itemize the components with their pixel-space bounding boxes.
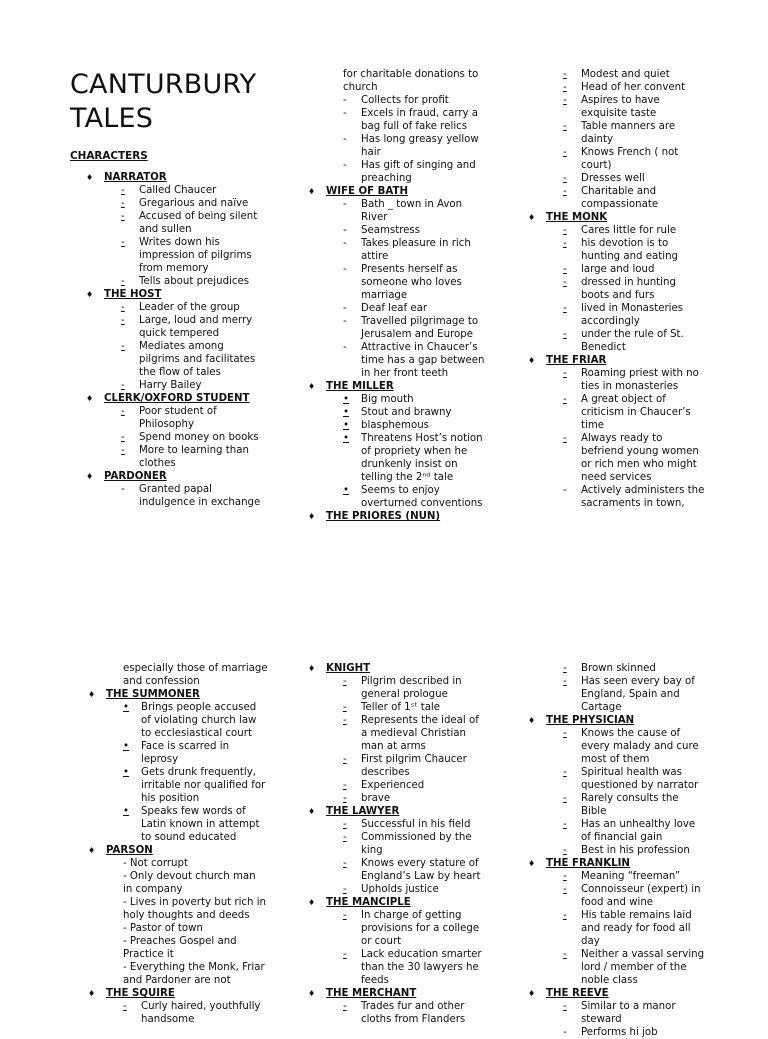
character-heading: ♦ THE LAWYER (308, 805, 488, 818)
list-item (528, 1026, 706, 1039)
bullet-marker: - (343, 819, 347, 830)
bullet-marker: - (121, 198, 125, 209)
list-item (528, 263, 706, 276)
list-item (308, 224, 486, 237)
list-item-text: under the rule of St. Benedict (581, 329, 684, 353)
bullet-marker: - (343, 780, 347, 791)
bullet-marker: - (563, 394, 567, 405)
list-item (88, 805, 268, 844)
bullet-marker: - (563, 1001, 567, 1012)
bullet-marker: - (563, 95, 567, 106)
list-item (528, 792, 706, 818)
bullet-marker: - (563, 329, 567, 340)
list-item-text: Dresses well (581, 173, 645, 184)
bullet-marker: - (563, 277, 567, 288)
list-item (528, 68, 706, 81)
list-item (86, 301, 262, 314)
bullet-marker: - (343, 160, 347, 171)
list-item (528, 276, 706, 302)
bullet-marker: - (343, 832, 347, 843)
character-heading: ♦ WIFE OF BATH (308, 185, 486, 198)
bullet-marker: • (123, 702, 130, 713)
list-item (308, 263, 486, 302)
bullet-marker: - (121, 276, 125, 287)
list-item (88, 701, 268, 740)
list-item-text: Seems to enjoy overturned conventions (361, 485, 483, 509)
list-item-text: Lack education smarter than the 30 lawyers he feeds (361, 949, 482, 986)
bullet-marker: - (343, 793, 347, 804)
list-item (528, 172, 706, 185)
bullet-marker: - (121, 380, 125, 391)
list-item (308, 302, 486, 315)
list-item (528, 237, 706, 263)
list-item-text: Has an unhealthy love of financial gain (581, 819, 696, 843)
character-list (528, 662, 706, 1039)
list-item-text: Gregarious and naïve (139, 198, 249, 209)
bullet-marker: - (563, 69, 567, 80)
list-item: - Everything the Monk, Friar and Pardoner are not (123, 962, 265, 986)
list-item-text: Has seen every bay of England, Spain and Cartage (581, 676, 695, 713)
bullet-marker: - (563, 845, 567, 856)
bullet-marker: - (563, 225, 567, 236)
list-item: - Not corrupt (123, 858, 188, 869)
title-line-1: CANTURBURY (70, 69, 257, 100)
list-item (86, 444, 262, 470)
list-item-text: Actively administers the sacraments in town, (581, 485, 705, 509)
list-item-text: Bath _ town in Avon River (361, 199, 463, 223)
list-item-text: Upholds justice (361, 884, 439, 895)
column-3 (528, 68, 706, 510)
list-item-text: Performs hi job (581, 1027, 658, 1038)
bullet-marker: - (563, 303, 567, 314)
list-item (308, 94, 486, 107)
list-item-text: Curly haired, youthfully handsome (141, 1001, 261, 1025)
bullet-marker: • (343, 485, 350, 496)
list-item (528, 818, 706, 844)
list-item (528, 432, 706, 484)
list-item-text: Always ready to befriend young women or rich men who might need services (581, 433, 699, 483)
list-item (86, 405, 262, 431)
list-item-text: Experienced (361, 780, 425, 791)
bullet-marker: - (563, 238, 567, 249)
list-item (308, 484, 486, 510)
character-heading: ♦ KNIGHT (308, 662, 488, 675)
list-item-text: His table remains laid and ready for food all day (581, 910, 692, 947)
list-item: - Preaches Gospel and Practice it (123, 936, 237, 960)
bullet-marker: - (121, 445, 125, 456)
bullet-marker: - (563, 485, 567, 496)
list-item-text: Head of her convent (581, 82, 686, 93)
list-item-text: Best in his profession (581, 845, 690, 856)
list-item-text: Seamstress (361, 225, 421, 236)
bullet-marker: - (563, 793, 567, 804)
bullet-marker: - (343, 949, 347, 960)
list-item-text: Brings people accused of violating church law to ecclesiastical court (141, 702, 257, 739)
list-item (528, 484, 706, 510)
list-item-text: Aspires to have exquisite taste (581, 95, 660, 119)
list-item-text: Commissioned by the king (361, 832, 472, 856)
list-item (86, 483, 262, 509)
bullet-marker: - (563, 676, 567, 687)
list-item (528, 766, 706, 792)
list-item-text: Charitable and compassionate (581, 186, 659, 210)
list-item-text: Mediates among pilgrims and facilitates the flow of tales (139, 341, 256, 378)
list-item (528, 948, 706, 987)
list-item (308, 419, 486, 432)
list-item-text: Cares little for rule (581, 225, 677, 236)
continued-text: for charitable donations to church (343, 69, 479, 93)
list-item-text: lived in Monasteries accordingly (581, 303, 684, 327)
bullet-marker: - (563, 949, 567, 960)
list-item-text: Called Chaucer (139, 185, 217, 196)
character-heading: ♦ CLERK/OXFORD STUDENT (86, 392, 262, 405)
bullet-marker: - (343, 676, 347, 687)
bullet-marker: - (121, 432, 125, 443)
list-item-text: large and loud (581, 264, 655, 275)
bullet-marker: - (343, 1001, 347, 1012)
list-item-text: A great object of criticism in Chaucer’s time (581, 394, 691, 431)
list-item-text: Takes pleasure in rich attire (361, 238, 471, 262)
bullet-marker: - (121, 302, 125, 313)
list-item: - Only devout church man in company (123, 871, 256, 895)
character-list (308, 662, 488, 1026)
bullet-marker: - (343, 754, 347, 765)
character-heading: ♦ THE MANCIPLE (308, 896, 488, 909)
character-heading: ♦ THE SQUIRE (88, 987, 268, 1000)
bullet-marker: - (121, 406, 125, 417)
list-item-text: Leader of the group (139, 302, 240, 313)
bullet-marker: • (343, 433, 350, 444)
list-item-text: Presents herself as someone who loves marriage (361, 264, 462, 301)
bullet-marker: - (343, 910, 347, 921)
list-item (308, 675, 488, 701)
list-item-text: Trades fur and other cloths from Flanders (361, 1001, 466, 1025)
list-item (88, 740, 268, 766)
list-item (528, 224, 706, 237)
column-6 (528, 662, 706, 1039)
list-item-text: Spiritual health was questioned by narrator (581, 767, 699, 791)
list-item-text: Attractive in Chaucer’s time has a gap between in her front teeth (361, 342, 485, 379)
list-item (528, 81, 706, 94)
bullet-marker: • (343, 394, 350, 405)
list-item (86, 431, 262, 444)
list-item-text: brave (361, 793, 391, 804)
bullet-marker: - (121, 237, 125, 248)
list-item (308, 1000, 488, 1026)
list-item (528, 302, 706, 328)
list-item (308, 857, 488, 883)
list-item (308, 792, 488, 805)
list-item-text: Rarely consults the Bible (581, 793, 679, 817)
bullet-marker: - (343, 238, 347, 249)
list-item (308, 133, 486, 159)
list-item (528, 662, 706, 675)
list-item (308, 393, 486, 406)
list-item-text: In charge of getting provisions for a college or court (361, 910, 480, 947)
bullet-marker: - (563, 186, 567, 197)
list-item (308, 432, 486, 484)
title-line-2: TALES (70, 103, 154, 134)
character-heading: ♦ THE PRIORES (NUN) (308, 510, 486, 523)
list-item-text: blasphemous (361, 420, 429, 431)
character-list (308, 68, 486, 523)
list-item-text: Large, loud and merry quick tempered (139, 315, 253, 339)
list-item (308, 818, 488, 831)
list-item (88, 766, 268, 805)
bullet-marker: - (563, 910, 567, 921)
list-item-text: Accused of being silent and sullen (139, 211, 258, 235)
bullet-marker: - (121, 315, 125, 326)
bullet-marker: - (343, 342, 347, 353)
character-heading: ♦ THE MONK (528, 211, 706, 224)
bullet-marker: - (563, 433, 567, 444)
list-item (86, 314, 262, 340)
list-item-text: Poor student of Philosophy (139, 406, 217, 430)
character-heading: ♦ PARDONER (86, 470, 262, 483)
list-item-text: Speaks few words of Latin known in attempt to sound educated (141, 806, 260, 843)
list-item-text: Brown skinned (581, 663, 656, 674)
list-item (308, 107, 486, 133)
bullet-marker: - (343, 858, 347, 869)
character-heading: ♦ PARSON (88, 844, 268, 857)
character-heading: ♦ THE HOST (86, 288, 262, 301)
list-item-text: Big mouth (361, 394, 414, 405)
character-heading: ♦ THE SUMMONER (88, 688, 268, 701)
character-heading: ♦ THE MERCHANT (308, 987, 488, 1000)
list-item-text: Face is scarred in leprosy (141, 741, 230, 765)
list-item: - Pastor of town (123, 923, 203, 934)
list-item (308, 831, 488, 857)
bullet-marker: - (563, 819, 567, 830)
list-item (308, 315, 486, 341)
character-list (528, 68, 706, 510)
character-heading: ♦ THE FRANKLIN (528, 857, 706, 870)
list-item-text: Excels in fraud, carry a bag full of fake relics (361, 108, 479, 132)
list-item (528, 909, 706, 948)
list-item-text: Deaf leaf ear (361, 303, 428, 314)
list-item-text: Stout and brawny (361, 407, 452, 418)
list-item-text: Similar to a manor steward (581, 1001, 676, 1025)
bullet-marker: - (343, 95, 347, 106)
column-5 (308, 662, 488, 1026)
column-2 (308, 68, 486, 523)
list-item (528, 844, 706, 857)
bullet-marker: - (121, 185, 125, 196)
list-item (86, 275, 262, 288)
list-item-text: Modest and quiet (581, 69, 670, 80)
list-item (308, 341, 486, 380)
list-item-text: Connoisseur (expert) in food and wine (581, 884, 701, 908)
column-1 (70, 68, 262, 509)
bullet-marker: - (343, 199, 347, 210)
list-item (308, 237, 486, 263)
character-heading: ♦ THE FRIAR (528, 354, 706, 367)
bullet-marker: • (123, 767, 130, 778)
list-item (528, 727, 706, 766)
bullet-marker: - (343, 316, 347, 327)
list-item-text: Successful in his field (361, 819, 471, 830)
bullet-marker: - (563, 884, 567, 895)
list-item (528, 94, 706, 120)
list-item (308, 948, 488, 987)
list-item (308, 406, 486, 419)
list-item (528, 1000, 706, 1026)
bullet-marker: • (343, 420, 350, 431)
list-item-text: Travelled pilgrimage to Jerusalem and Europe (361, 316, 479, 340)
list-item (86, 340, 262, 379)
bullet-marker: - (563, 767, 567, 778)
list-item-text: Threatens Host’s notion of propriety when he drunkenly insist on telling the 2ⁿᵈ tale (361, 433, 483, 483)
bullet-marker: - (121, 341, 125, 352)
character-list (70, 171, 262, 509)
bullet-marker: - (563, 871, 567, 882)
list-item (528, 675, 706, 714)
list-item (528, 120, 706, 146)
characters-heading: CHARACTERS (70, 150, 148, 162)
bullet-marker: - (343, 134, 347, 145)
list-item (528, 328, 706, 354)
bullet-marker: - (563, 728, 567, 739)
list-item (308, 753, 488, 779)
list-item-text: Collects for profit (361, 95, 449, 106)
list-item (308, 883, 488, 896)
bullet-marker: - (343, 225, 347, 236)
list-item-text: First pilgrim Chaucer describes (361, 754, 467, 778)
list-item (86, 210, 262, 236)
bullet-marker: - (563, 1027, 567, 1038)
continued-text: especially those of marriage and confession (123, 663, 268, 687)
list-item (308, 909, 488, 948)
list-item: - Lives in poverty but rich in holy thoughts and deeds (123, 897, 266, 921)
list-item-text: Harry Bailey (139, 380, 202, 391)
list-item (308, 779, 488, 792)
list-item-text: Knows French ( not court) (581, 147, 679, 171)
list-item-text: Meaning “freeman” (581, 871, 681, 882)
document-title (70, 68, 262, 136)
list-item (86, 197, 262, 210)
bullet-marker: • (343, 407, 350, 418)
bullet-marker: • (123, 806, 130, 817)
list-item-text: Pilgrim described in general prologue (361, 676, 462, 700)
list-item (308, 159, 486, 185)
bullet-marker: - (563, 173, 567, 184)
list-item (86, 184, 262, 197)
bullet-marker: - (123, 1001, 127, 1012)
list-item-text: Knows every stature of England’s Law by heart (361, 858, 481, 882)
character-heading: ♦ THE MILLER (308, 380, 486, 393)
list-item-text: Spend money on books (139, 432, 259, 443)
list-item (528, 367, 706, 393)
character-list (88, 662, 268, 1026)
list-item-text: Represents the ideal of a medieval Christian man at arms (361, 715, 479, 752)
bullet-marker: - (563, 147, 567, 158)
list-item (528, 185, 706, 211)
bullet-marker: - (343, 264, 347, 275)
character-heading: ♦ NARRATOR (86, 171, 262, 184)
bullet-marker: - (121, 211, 125, 222)
bullet-marker: - (121, 484, 125, 495)
list-item-text: Roaming priest with no ties in monasteries (581, 368, 699, 392)
list-item (88, 1000, 268, 1026)
list-item-text: Granted papal indulgence in exchange (139, 484, 261, 508)
list-item (308, 198, 486, 224)
list-item (528, 146, 706, 172)
list-item-text: Teller of 1ˢᵗ tale (361, 702, 441, 713)
list-item-text: Table manners are dainty (581, 121, 676, 145)
list-item (86, 236, 262, 275)
list-item (528, 870, 706, 883)
list-item (528, 393, 706, 432)
list-item-text: Knows the cause of every malady and cure most of them (581, 728, 699, 765)
bullet-marker: - (343, 715, 347, 726)
list-item-text: dressed in hunting boots and furs (581, 277, 676, 301)
list-item (528, 883, 706, 909)
bullet-marker: - (343, 884, 347, 895)
list-item (308, 701, 488, 714)
list-item-text: Has gift of singing and preaching (361, 160, 476, 184)
list-item (308, 714, 488, 753)
bullet-marker: - (343, 303, 347, 314)
bullet-marker: - (563, 264, 567, 275)
list-item-text: Gets drunk frequently, irritable nor qualified for his position (141, 767, 266, 804)
list-item-text: Neither a vassal serving lord / member of the noble class (581, 949, 705, 986)
bullet-marker: - (563, 82, 567, 93)
list-item-text: More to learning than clothes (139, 445, 249, 469)
list-item-text: Tells about prejudices (139, 276, 250, 287)
bullet-marker: - (343, 702, 347, 713)
bullet-marker: - (563, 121, 567, 132)
character-heading: ♦ THE PHYSICIAN (528, 714, 706, 727)
bullet-marker: - (343, 108, 347, 119)
list-item (86, 379, 262, 392)
column-4 (88, 662, 268, 1026)
list-item-text: Has long greasy yellow hair (361, 134, 479, 158)
bullet-marker: - (563, 663, 567, 674)
character-heading: ♦ THE REEVE (528, 987, 706, 1000)
bullet-marker: - (563, 368, 567, 379)
list-item-text: his devotion is to hunting and eating (581, 238, 679, 262)
bullet-marker: • (123, 741, 130, 752)
list-item-text: Writes down his impression of pilgrims from memory (139, 237, 252, 274)
